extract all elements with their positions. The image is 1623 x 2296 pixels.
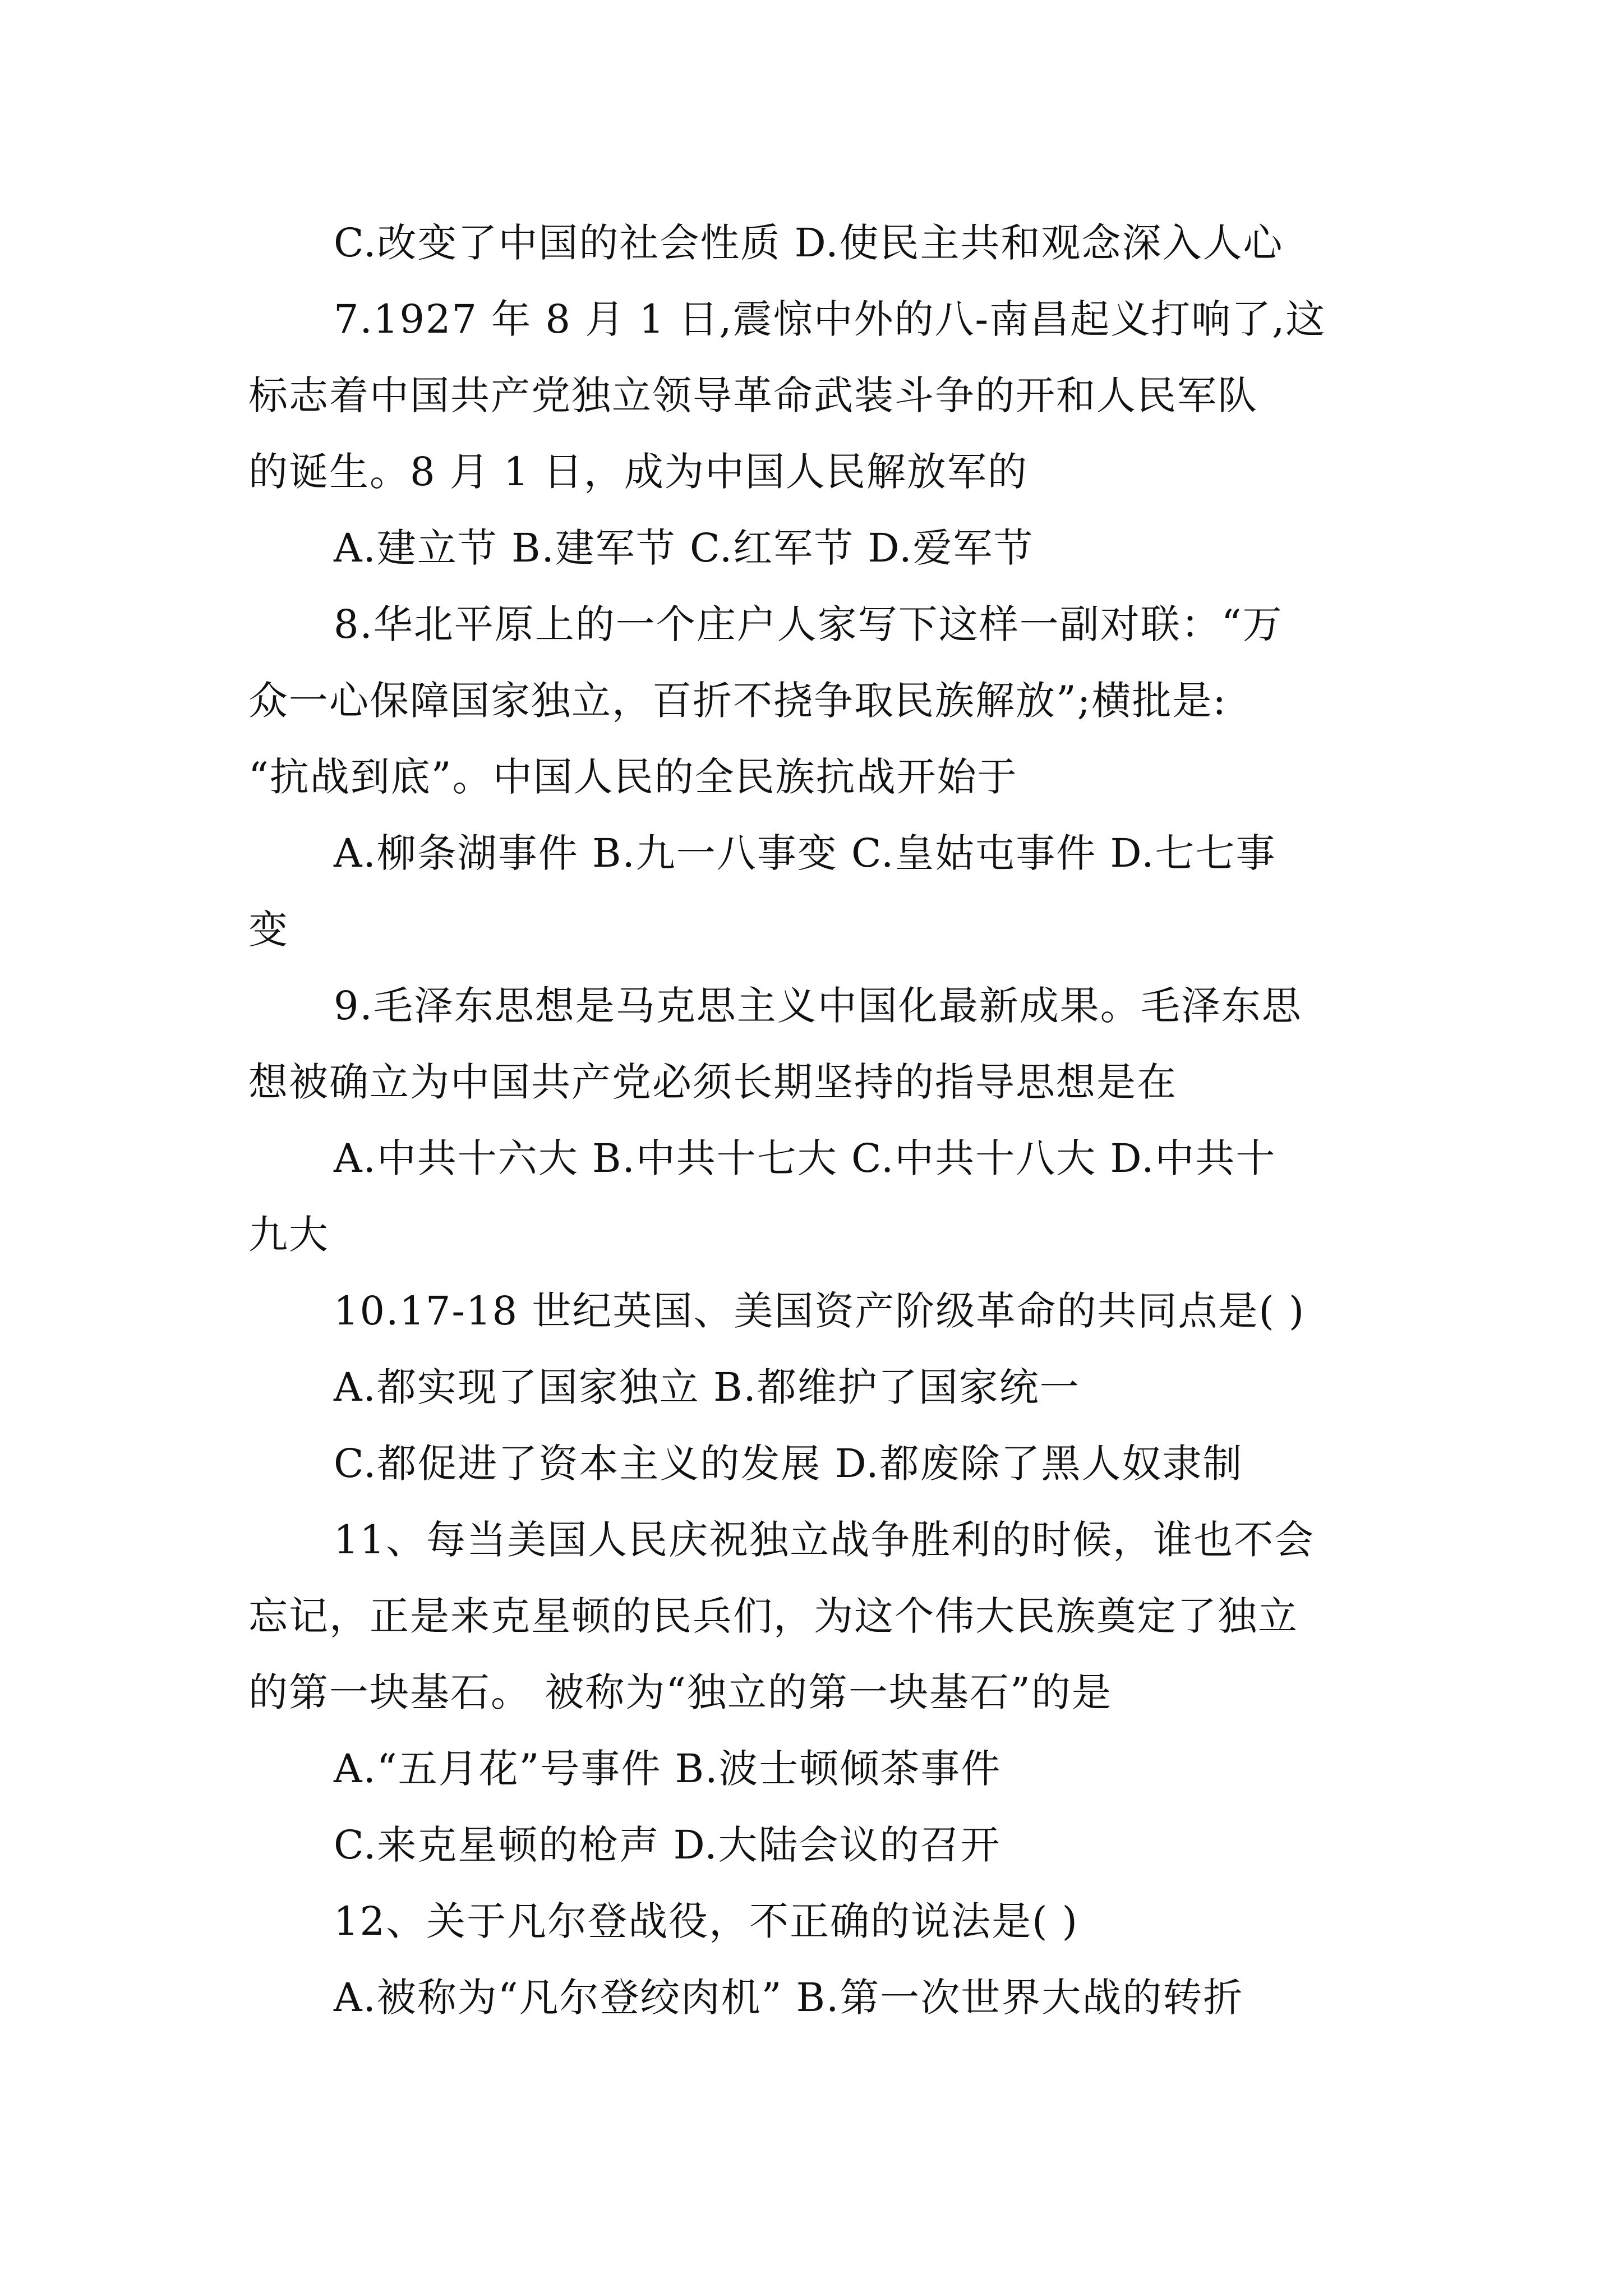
text-line: C.都促进了资本主义的发展 D.都废除了黑人奴隶制 [334,1441,1243,1487]
text-line: 忘记，正是来克星顿的民兵们，为这个伟大民族奠定了独立 [248,1593,1298,1639]
document-body [248,205,1393,2036]
text-line: 九大 [248,1212,329,1258]
text-line: 7.1927 年 8 月 1 日,震惊中外的八-南昌起义打响了,这 [334,296,1326,342]
text-line: 的诞生。8 月 1 日，成为中国人民解放军的 [248,449,1028,495]
text-line: A.柳条湖事件 B.九一八事变 C.皇姑屯事件 D.七七事 [334,830,1276,876]
text-line: A.中共十六大 B.中共十七大 C.中共十八大 D.中共十 [334,1135,1276,1181]
text-line: 12、关于凡尔登战役，不正确的说法是( ) [334,1898,1078,1944]
text-line: A.建立节 B.建军节 C.红军节 D.爱军节 [334,525,1034,571]
text-line: 的第一块基石。 被称为“独立的第一块基石”的是 [248,1669,1112,1715]
text-line: A.都实现了国家独立 B.都维护了国家统一 [334,1364,1080,1410]
text-line: C.来克星顿的枪声 D.大陆会议的召开 [334,1822,1001,1868]
text-line: C.改变了中国的社会性质 D.使民主共和观念深入人心 [334,220,1284,266]
text-line: 10.17-18 世纪英国、美国资产阶级革命的共同点是( ) [334,1288,1306,1334]
text-line: A.被称为“凡尔登绞肉机” B.第一次世界大战的转折 [334,1975,1244,2021]
text-line: A.“五月花”号事件 B.波士顿倾茶事件 [334,1746,1002,1792]
text-line: 11、每当美国人民庆祝独立战争胜利的时候，谁也不会 [334,1517,1315,1563]
text-line: 标志着中国共产党独立领导革命武装斗争的开和人民军队 [248,372,1258,418]
text-line: “抗战到底”。中国人民的全民族抗战开始于 [248,754,1018,800]
text-line: 9.毛泽东思想是马克思主义中国化最新成果。毛泽东思 [334,983,1302,1029]
text-line: 8.华北平原上的一个庄户人家写下这样一副对联：“万 [334,601,1283,647]
text-line: 想被确立为中国共产党必须长期坚持的指导思想是在 [248,1059,1177,1105]
text-line: 变 [248,907,289,953]
text-line: 众一心保障国家独立，百折不挠争取民族解放”;横批是: [248,678,1227,724]
